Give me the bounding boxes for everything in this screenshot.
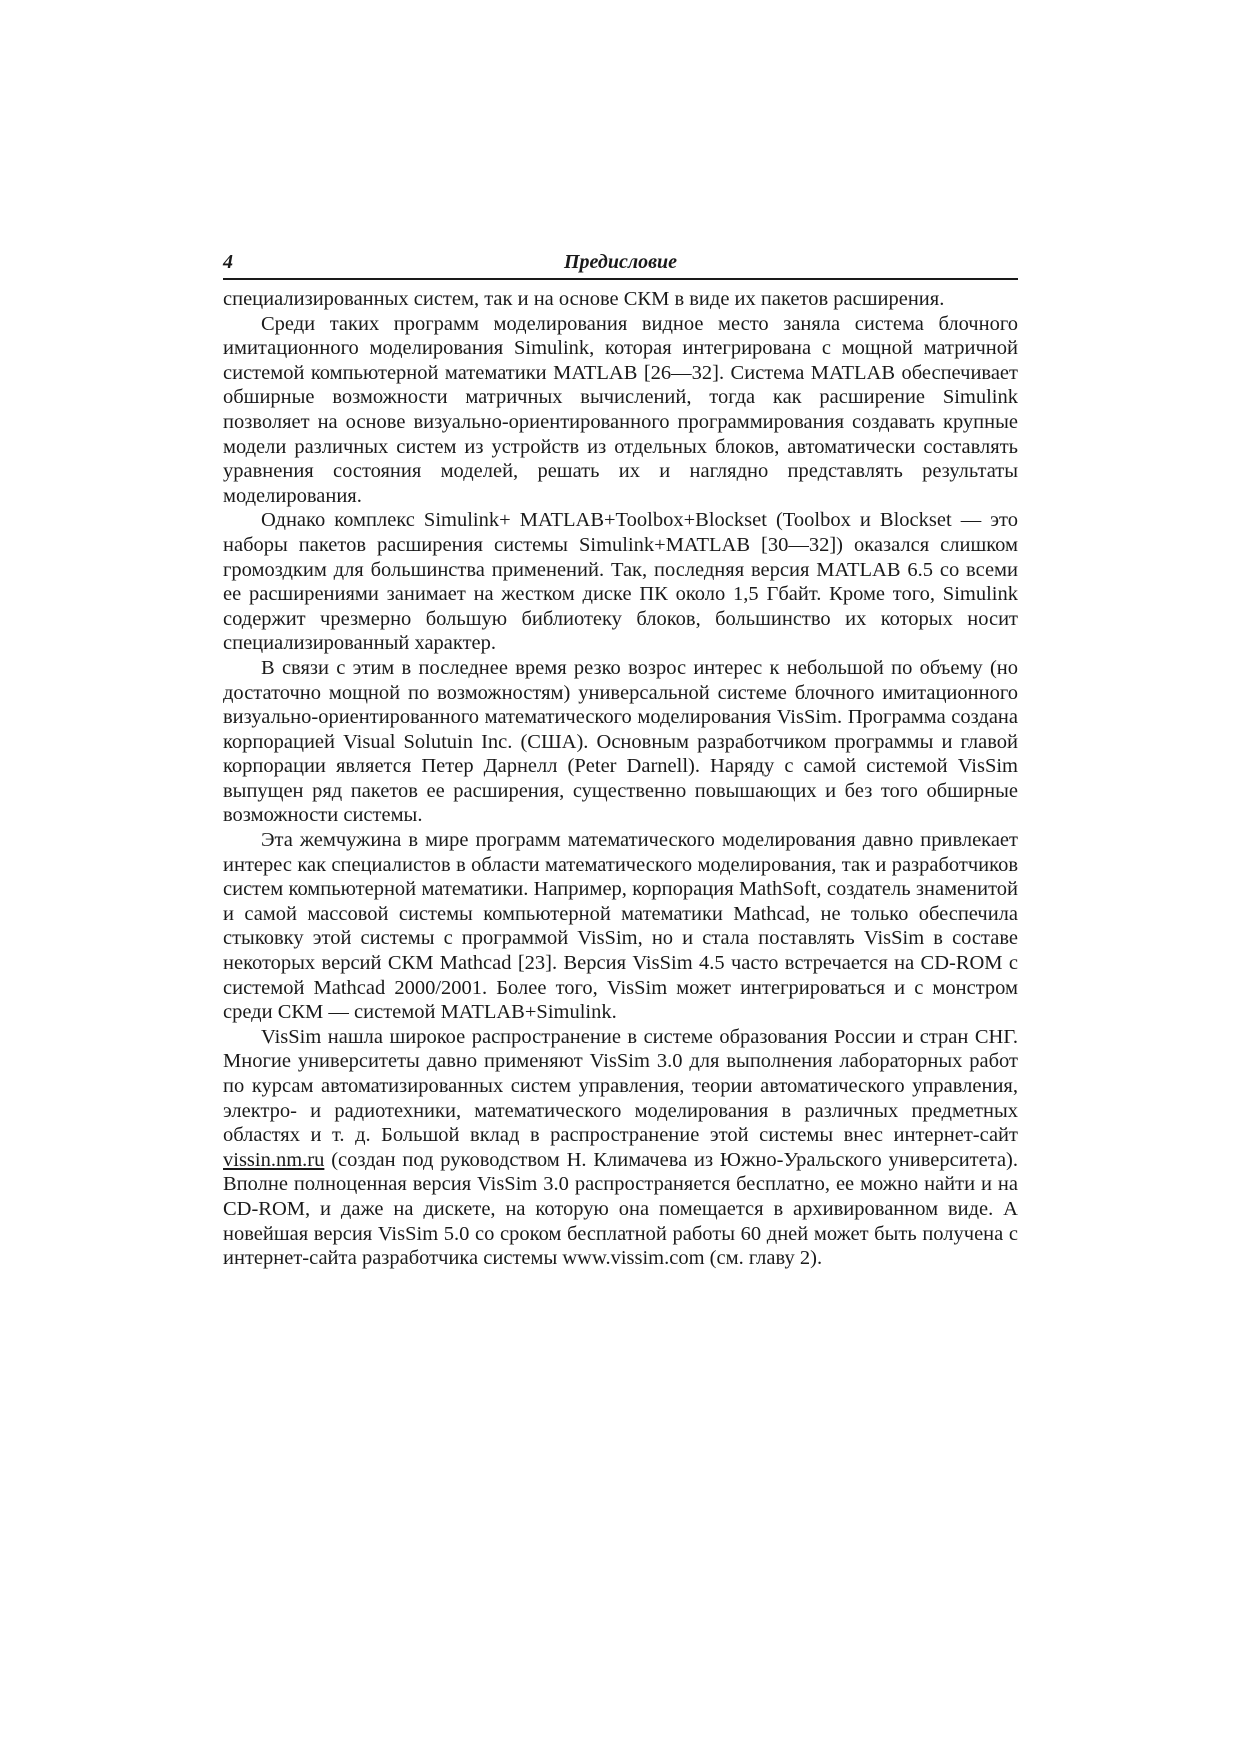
section-title: Предисловие	[563, 251, 678, 273]
book-page	[223, 248, 1018, 1271]
paragraph-vissim-intro: В связи с этим в последнее время резко возрос интерес к небольшой по объему (но достаточно мощной по возможностям) универсальной системе блочного имитационного визуально-ориентированного математического моделирования VisSim. Программа создана корпорацией Visual Solutuin Inc. (США). Основным разработчиком программы и главой корпорации является Петер Дарнелл (Peter Darnell). Наряду с самой системой VisSim выпущен ряд пакетов ее расширения, существенно повышающих и без того обширные возможности системы.	[223, 656, 1018, 827]
paragraph-education	[223, 1025, 1018, 1271]
paragraph-continuation: специализированных систем, так и на основе СКМ в виде их пакетов расширения.	[223, 288, 945, 310]
paragraph-toolbox: Однако комплекс Simulink+ MATLAB+Toolbox+Blockset (Toolbox и Blockset — это наборы пакетов расширения системы Simulink+MATLAB [30—32]) оказался слишком громоздким для большинства применений. Так, последняя версия MATLAB 6.5 со всеми ее расширениями занимает на жестком диске ПК около 1,5 Гбайт. Кроме того, Simulink содержит чрезмерно большую библиотеку блоков, большинство их которых носит специализированный характер.	[223, 509, 1018, 655]
paragraph-mathcad: Эта жемчужина в мире программ математического моделирования давно привлекает интерес как специалистов в области математического моделирования, так и разработчиков систем компьютерной математики. Например, корпорация MathSoft, создатель знаменитой и самой массовой системы компьютерной математики Mathcad, не только обеспечила стыковку этой системы с программой VisSim, но и стала поставлять VisSim в составе некоторых версий СКМ Mathcad [23]. Версия VisSim 4.5 часто встречается на CD-ROM с системой Mathcad 2000/2001. Более того, VisSim может интегрироваться и с монстром среди СКМ — системой MATLAB+Simulink.	[223, 829, 1018, 1024]
page-number: 4	[223, 251, 233, 273]
body-text	[223, 287, 1018, 1271]
paragraph-simulink: Среди таких программ моделирования видное место заняла система блочного имитационного моделирования Simulink, которая интегрирована с мощной матричной системой компьютерной математики MATLAB [26—32]. Система MATLAB обеспечивает обширные возможности матричных вычислений, тогда как расширение Simulink позволяет на основе визуально-ориентированного программирования создавать крупные модели различных систем из устройств из отдельных блоков, автоматически составлять уравнения состояния моделей, решать их и наглядно представлять результаты моделирования.	[223, 312, 1018, 507]
paragraph-text-before-link: VisSim нашла широкое распространение в системе образования России и стран СНГ. Многие университеты давно применяют VisSim 3.0 для выполнения лабораторных работ по курсам автоматизированных систем управления, теории автоматического управления, электро- и радиотехники, математического моделирования в различных предметных областях и т. д. Большой вклад в распространение этой системы внес интернет-сайт	[223, 1025, 1018, 1147]
site-link[interactable]: vissin.nm.ru	[223, 1148, 325, 1171]
paragraph-text-after-link: (создан под руководством Н. Климачева из Южно-Уральского университета). Вполне полноценная версия VisSim 3.0 распространяется бесплатно, ее можно найти и на CD-ROM, и даже на дискете, на которую она помещается в архивированном виде. А новейшая версия VisSim 5.0 со сроком бесплатной работы 60 дней может быть получена с интернет-сайта разработчика системы www.vissim.com (см. главу 2).	[223, 1148, 1018, 1270]
running-head	[223, 248, 1018, 280]
